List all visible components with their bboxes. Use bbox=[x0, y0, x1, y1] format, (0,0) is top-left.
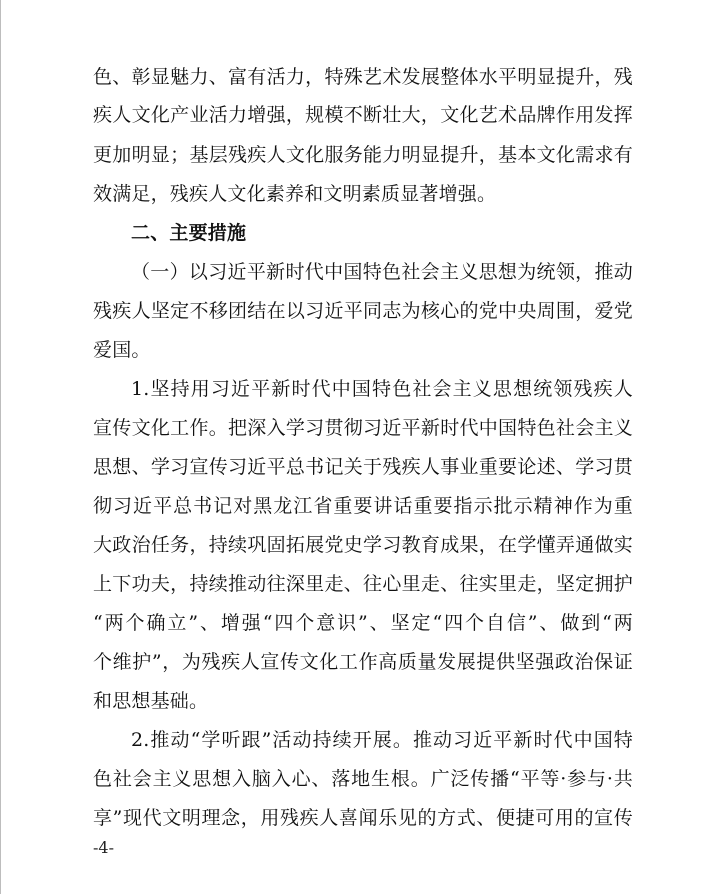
text-line: 爱国。 bbox=[93, 339, 151, 361]
text-line: 个维护”，为残疾人宣传文化工作高质量发展提供坚强政治保证 bbox=[93, 651, 633, 673]
text-line: 效满足，残疾人文化素养和文明素质显著增强。 bbox=[93, 183, 497, 205]
text-line: 色、彰显魅力、富有活力，特殊艺术发展整体水平明显提升，残 bbox=[93, 66, 633, 88]
paragraph-first-line: 2.推动“学听跟”活动持续开展。推动习近平新时代中国特 bbox=[131, 729, 633, 751]
text-line: 更加明显；基层残疾人文化服务能力明显提升，基本文化需求有 bbox=[93, 144, 633, 166]
text-line: 宣传文化工作。把深入学习贯彻习近平新时代中国特色社会主义 bbox=[93, 417, 633, 439]
text-line: “两个确立”、增强“四个意识”、坚定“四个自信”、做到“两 bbox=[93, 612, 633, 634]
text-line: 疾人文化产业活力增强，规模不断壮大，文化艺术品牌作用发挥 bbox=[93, 104, 633, 126]
text-line: 享”现代文明理念，用残疾人喜闻乐见的方式、便捷可用的宣传 bbox=[93, 807, 633, 829]
text-line: 彻习近平总书记对黑龙江省重要讲话重要指示批示精神作为重 bbox=[93, 495, 633, 517]
subsection-heading-line: （一）以习近平新时代中国特色社会主义思想为统领，推动 bbox=[131, 261, 633, 283]
text-line: 色社会主义思想入脑入心、落地生根。广泛传播“平等·参与·共 bbox=[93, 768, 633, 790]
text-line: 残疾人坚定不移团结在以习近平同志为核心的党中央周围，爱党 bbox=[93, 300, 633, 322]
page-number: -4- bbox=[93, 838, 114, 857]
text-line: 上下功夫，持续推动往深里走、往心里走、往实里走，坚定拥护 bbox=[93, 573, 633, 595]
text-line: 思想、学习宣传习近平总书记关于残疾人事业重要论述、学习贯 bbox=[93, 456, 633, 478]
text-line: 和思想基础。 bbox=[93, 690, 209, 712]
text-line: 大政治任务，持续巩固拓展党史学习教育成果，在学懂弄通做实 bbox=[93, 534, 633, 556]
section-heading: 二、主要措施 bbox=[131, 222, 247, 244]
paragraph-first-line: 1.坚持用习近平新时代中国特色社会主义思想统领残疾人 bbox=[131, 378, 633, 400]
